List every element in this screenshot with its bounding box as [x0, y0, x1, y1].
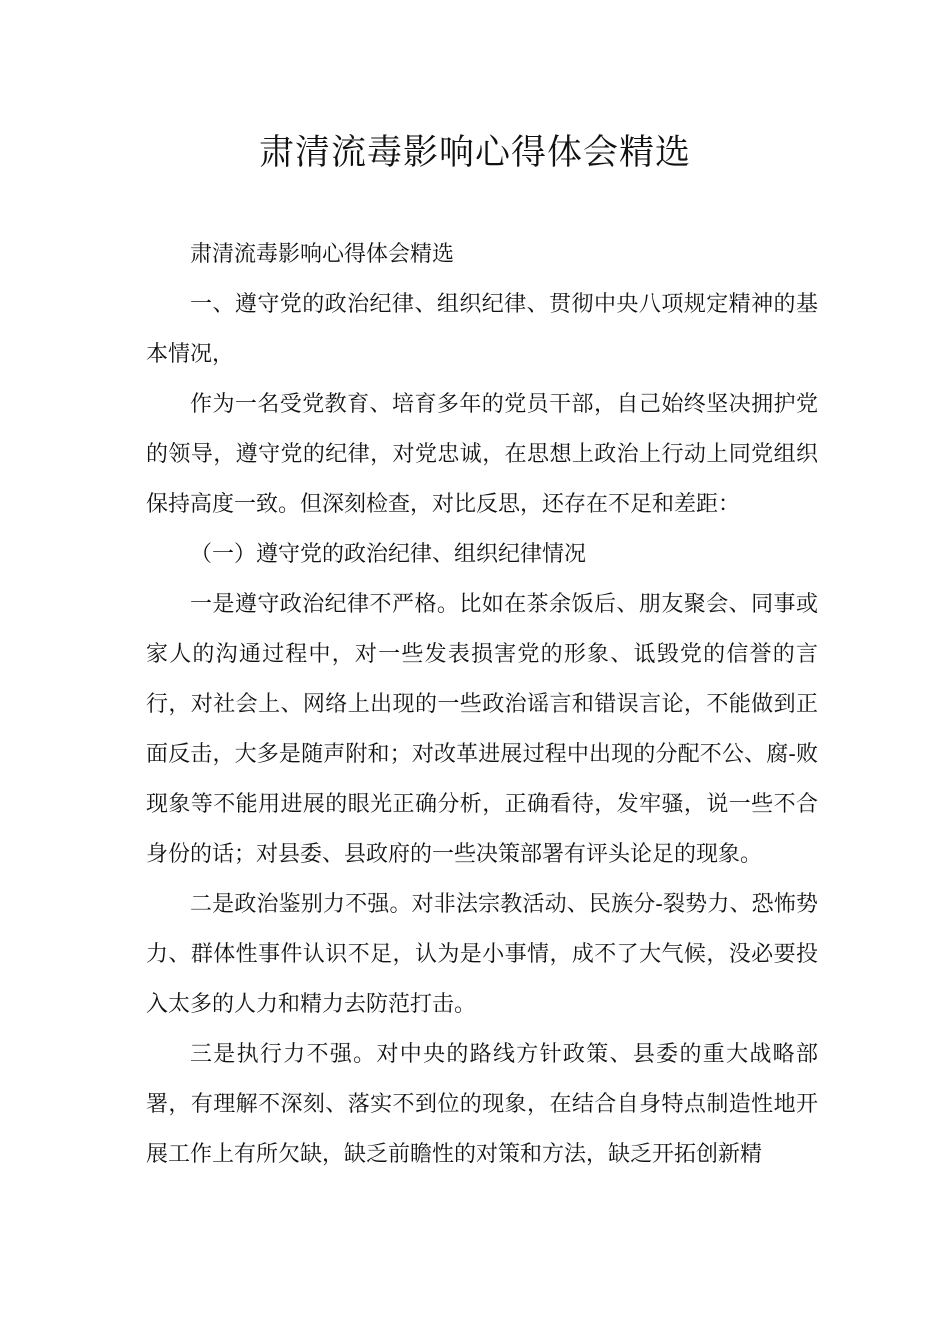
- document-title: 肃清流毒影响心得体会精选: [258, 133, 691, 173]
- paragraph-section-one-heading: 一、遵守党的政治纪律、组织纪律、贯彻中央八项规定精神的基本情况，: [146, 292, 818, 367]
- paragraph-point-three: 三是执行力不强。对中央的路线方针政策、县委的重大战略部署，有理解不深刻、落实不到位的现象，在结合自身特点制造性地开展工作上有所欠缺，缺乏前瞻性的对策和方法，缺乏开拓创新精: [146, 1042, 818, 1167]
- paragraph-point-two: 二是政治鉴别力不强。对非法宗教活动、民族分-裂势力、恐怖势力、群体性事件认识不足，认为是小事情，成不了大气候，没必要投入太多的人力和精力去防范打击。: [146, 892, 818, 1017]
- paragraph-intro: 作为一名受党教育、培育多年的党员干部，自己始终坚决拥护党的领导，遵守党的纪律，对党忠诚，在思想上政治上行动上同党组织保持高度一致。但深刻检查，对比反思，还存在不足和差距：: [146, 392, 818, 517]
- paragraph-subsection-heading: （一）遵守党的政治纪律、组织纪律情况: [190, 542, 587, 567]
- paragraph-point-one: 一是遵守政治纪律不严格。比如在茶余饭后、朋友聚会、同事或家人的沟通过程中，对一些发表损害党的形象、诋毁党的信誉的言行，对社会上、网络上出现的一些政治谣言和错误言论，不能做到正面反击，大多是随声附和；对改革进展过程中出现的分配不公、腐-败现象等不能用进展的眼光正确分析，正确看待，发牢骚，说一些不合身份的话；对县委、县政府的一些决策部署有评头论足的现象。: [146, 592, 818, 867]
- paragraph-subtitle: 肃清流毒影响心得体会精选: [190, 242, 455, 267]
- document-body: [146, 230, 818, 1180]
